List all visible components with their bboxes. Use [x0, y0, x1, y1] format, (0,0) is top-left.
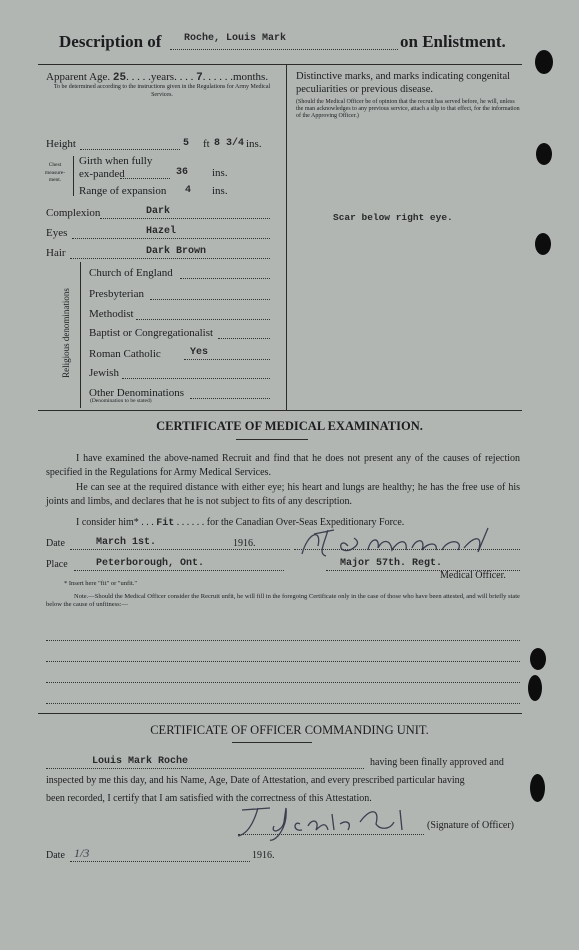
commanding-date: 1/3	[74, 846, 90, 860]
height-ft-unit: ft	[203, 138, 210, 150]
unfit-note: Note.—Should the Medical Officer consider the Recruit unfit, he will fill in the foregoing Certificate only in the case of those who have been attested, and will briefly state below the cause of unfitness:—	[46, 593, 520, 608]
height-inches: 8 3/4	[214, 138, 245, 149]
range-unit: ins.	[212, 185, 228, 197]
medical-heading: CERTIFICATE OF MEDICAL EXAMINATION.	[156, 419, 423, 433]
medical-officer-signature	[288, 524, 518, 560]
girth-dotted-line	[120, 178, 170, 179]
date-label: Date	[46, 538, 65, 549]
religion-item: Church of England	[89, 267, 173, 279]
religion-item: Roman Catholic	[89, 348, 161, 360]
religion-rc-value: Yes	[190, 347, 209, 358]
commanding-date-label: Date	[46, 850, 65, 861]
age-label: Apparent Age. 25. . . . .years. . . . 7. . . . . .months.	[46, 71, 269, 84]
unfit-reason-line	[46, 661, 520, 662]
marks-value: Scar below right eye.	[333, 212, 453, 223]
signature-officer-line	[238, 834, 424, 835]
religion-dotted-line	[218, 338, 270, 339]
height-feet: 5	[183, 138, 190, 149]
consider-line: I consider him* . . . Fit . . . . . . for the Canadian Over-Seas Expeditionary Force.	[76, 517, 405, 529]
range-value: 4	[185, 185, 192, 196]
commanding-line-1: having been finally approved and	[370, 757, 504, 768]
religion-dotted-line	[136, 319, 270, 320]
height-in-unit: ins.	[246, 138, 262, 150]
marks-note: (Should the Medical Officer be of opinion that the recruit has served before, he will, unless the man acknowledges to any previous service, attach a slip to that effect, for the information of the Approving Officer.)	[296, 99, 520, 119]
top-rule	[38, 64, 522, 65]
chest-side-label: Chest measure-ment.	[44, 162, 66, 183]
eyes-value: Hazel	[146, 226, 177, 237]
religion-item: Other Denominations	[89, 387, 185, 399]
religion-item: Jewish	[89, 367, 119, 379]
name-cert-dotted-line	[46, 768, 364, 769]
girth-value: 36	[176, 167, 189, 178]
binder-hole	[535, 233, 551, 255]
insert-note: * Insert here "fit" or "unfit."	[64, 580, 138, 587]
religion-other-note: (Denomination to be stated)	[90, 398, 152, 404]
religion-brace	[80, 262, 81, 408]
place-dotted-line	[74, 570, 284, 571]
exam-date: March 1st.	[96, 537, 157, 548]
commanding-line-2: inspected by me this day, and his Name, Age, Date of Attestation, and every prescribed particular having	[46, 775, 465, 786]
unfit-reason-line	[46, 703, 520, 704]
medical-heading-underline	[236, 439, 308, 440]
religion-item: Presbyterian	[89, 288, 144, 300]
religion-dotted-line	[122, 378, 270, 379]
binder-hole	[530, 648, 546, 670]
religion-dotted-line	[180, 278, 270, 279]
girth-unit: ins.	[212, 167, 228, 179]
complexion-dotted-line	[100, 218, 270, 219]
marks-heading: Distinctive marks, and marks indicating congenital peculiarities or previous disease.	[296, 71, 511, 95]
date-dotted-line	[70, 549, 290, 550]
religion-item: Methodist	[89, 308, 134, 320]
religion-dotted-line	[184, 359, 270, 360]
recruit-name: Roche, Louis Mark	[184, 33, 287, 44]
medical-paragraph-2: He can see at the required distance with either eye; his heart and lungs are healthy; he has the free use of his joints and limbs, and declares that he is not subject to fits of any description.	[46, 482, 520, 507]
chest-brace	[73, 156, 74, 196]
binder-hole	[535, 50, 553, 74]
height-label: Height	[46, 138, 76, 150]
section-divider	[38, 410, 522, 411]
signature-officer-label: (Signature of Officer)	[427, 820, 515, 831]
commanding-officer-signature	[230, 800, 430, 844]
medical-paragraph-1: I have examined the above-named Recruit and find that he does not present any of the causes of rejection specified in the Regulations for Army Medical Services.	[46, 453, 520, 478]
binder-hole	[536, 143, 552, 165]
hair-dotted-line	[70, 258, 270, 259]
commanding-heading-underline	[232, 742, 312, 743]
complexion-value: Dark	[146, 206, 171, 217]
binder-hole	[530, 774, 545, 802]
section-divider	[38, 713, 522, 714]
place-label: Place	[46, 559, 68, 570]
religion-side-label: Religious denominations	[61, 288, 71, 378]
commanding-date-dotted-line	[70, 861, 250, 862]
religion-item: Baptist or Congregationalist	[89, 327, 214, 339]
exam-year: 1916.	[233, 538, 256, 549]
binder-hole	[528, 675, 542, 701]
unfit-reason-line	[46, 682, 520, 683]
unfit-reason-line	[46, 640, 520, 641]
medical-officer-label: Medical Officer.	[440, 570, 506, 581]
eyes-dotted-line	[72, 238, 270, 239]
header-title-right: on Enlistment.	[400, 32, 506, 51]
age-note: To be determined according to the instructions given in the Regulations for Army Medical Services.	[53, 84, 271, 98]
exam-place: Peterborough, Ont.	[96, 558, 205, 569]
girth-label: Girth when fully ex-panded	[79, 155, 153, 180]
religion-dotted-line	[150, 299, 270, 300]
commanding-heading: CERTIFICATE OF OFFICER COMMANDING UNIT.	[150, 723, 429, 737]
hair-label: Hair	[46, 247, 66, 259]
commanding-line-3: been recorded, I certify that I am satisfied with the correctness of this Attestation.	[46, 793, 372, 804]
recruit-name-cert: Louis Mark Roche	[92, 756, 189, 767]
complexion-label: Complexion	[46, 207, 101, 219]
hair-value: Dark Brown	[146, 246, 207, 257]
eyes-label: Eyes	[46, 227, 68, 239]
commanding-year: 1916.	[252, 850, 275, 861]
medical-officer-rank: Major 57th. Regt.	[340, 558, 443, 569]
range-label: Range of expansion	[79, 185, 167, 197]
name-dotted-line	[170, 49, 398, 50]
column-divider	[286, 64, 287, 410]
height-dotted-line	[80, 149, 180, 150]
religion-dotted-line	[190, 398, 270, 399]
header-title-left: Description of	[59, 32, 162, 51]
